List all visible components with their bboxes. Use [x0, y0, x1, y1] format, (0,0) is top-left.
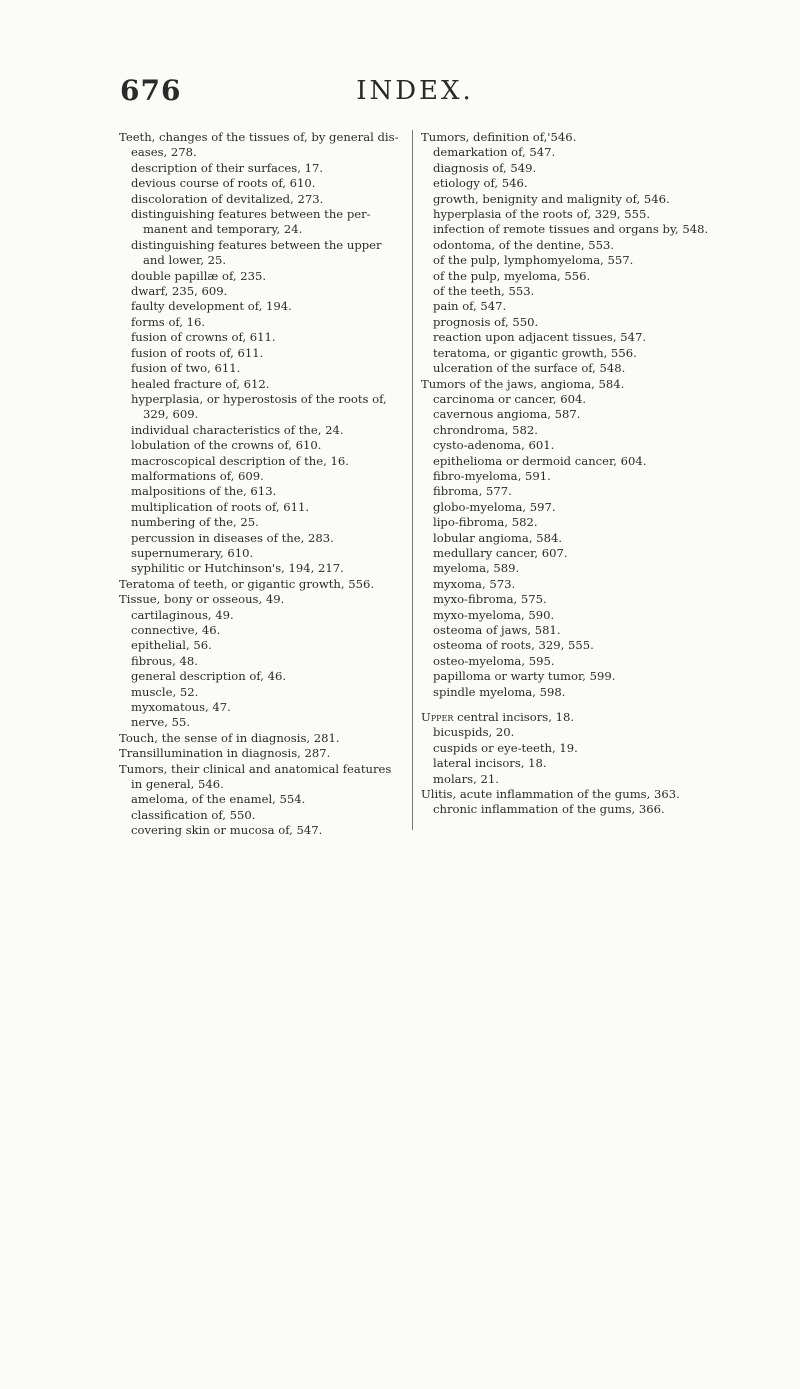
index-subentry: growth, benignity and malignity of, 546.	[433, 191, 670, 206]
index-subentry: pain of, 547.	[433, 299, 507, 314]
index-subentry: osteoma of roots, 329, 555.	[433, 638, 594, 653]
index-subentry: nerve, 55.	[131, 715, 191, 730]
index-subentry: covering skin or mucosa of, 547.	[131, 823, 323, 838]
index-subentry: healed fracture of, 612.	[131, 376, 270, 391]
index-subentry: carcinoma or cancer, 604.	[433, 391, 587, 406]
index-subentry: connective, 46.	[131, 623, 221, 637]
index-entry-heading: Teratoma of teeth, or gigantic growth, 556.	[119, 576, 375, 591]
index-subentry: epithelial, 56.	[131, 638, 212, 653]
index-entry-heading: Tissue, bony or osseous, 49.	[119, 592, 285, 607]
index-subentry: ulceration of the surface of, 548.	[433, 361, 626, 376]
index-column-right	[421, 130, 717, 818]
page-number: 676	[120, 74, 182, 107]
index-subentry: myxomatous, 47.	[131, 700, 231, 715]
index-subentry: dwarf, 235, 609.	[131, 284, 228, 299]
index-subentry: osteoma of jaws, 581.	[433, 623, 561, 637]
index-subentry: hyperplasia, or hyperostosis of the roots of, 329, 609.	[131, 391, 387, 422]
index-subentry: of the teeth, 553.	[433, 284, 535, 299]
index-subentry: bicuspids, 20.	[433, 725, 515, 740]
index-subentry: percussion in diseases of the, 283.	[131, 530, 334, 545]
index-subentry: fibro-myeloma, 591.	[433, 468, 551, 483]
index-subentry: distinguishing features between the upper and lower, 25.	[131, 237, 382, 268]
index-entry-heading: Transillumination in diagnosis, 287.	[119, 746, 331, 761]
index-subentry: cavernous angioma, 587.	[433, 407, 581, 422]
index-subentry: infection of remote tissues and organs by, 548.	[433, 222, 709, 237]
index-gap	[421, 700, 717, 710]
index-subentry: odontoma, of the dentine, 553.	[433, 237, 615, 252]
index-subentry: fusion of roots of, 611.	[131, 345, 264, 360]
page-header: INDEX.	[356, 76, 474, 106]
index-subentry: epithelioma or dermoid cancer, 604.	[433, 453, 647, 468]
index-subentry: spindle myeloma, 598.	[433, 684, 566, 699]
index-subentry: myeloma, 589.	[433, 561, 520, 576]
index-subentry: papilloma or warty tumor, 599.	[433, 669, 616, 684]
index-subentry: cysto-adenoma, 601.	[433, 438, 555, 453]
index-subentry: diagnosis of, 549.	[433, 160, 537, 175]
index-subentry: faulty development of, 194.	[131, 299, 292, 314]
entry-text: central incisors, 18.	[453, 710, 575, 725]
index-subentry: myxo-fibroma, 575.	[433, 592, 547, 607]
index-subentry: muscle, 52.	[131, 684, 199, 699]
index-subentry: molars, 21.	[433, 771, 499, 786]
index-subentry: multiplication of roots of, 611.	[131, 499, 310, 514]
index-subentry: osteo-myeloma, 595.	[433, 653, 555, 668]
index-entry-heading: Tumors, definition of,'546.	[421, 130, 577, 144]
index-subentry: fibrous, 48.	[131, 653, 198, 668]
index-subentry: lateral incisors, 18.	[433, 756, 547, 771]
index-subentry: hyperplasia of the roots of, 329, 555.	[433, 207, 651, 222]
index-subentry: prognosis of, 550.	[433, 314, 539, 329]
index-subentry: classification of, 550.	[131, 807, 256, 822]
index-subentry: lobulation of the crowns of, 610.	[131, 438, 322, 453]
index-subentry: fusion of two, 611.	[131, 361, 241, 376]
index-subentry: myxo-myeloma, 590.	[433, 607, 555, 622]
index-subentry: general description of, 46.	[131, 669, 287, 684]
index-subentry: syphilitic or Hutchinson's, 194, 217.	[131, 561, 344, 576]
index-subentry: myxoma, 573.	[433, 576, 516, 591]
index-subentry: discoloration of devitalized, 273.	[131, 191, 324, 206]
index-subentry: malformations of, 609.	[131, 468, 264, 483]
index-subentry: double papillæ of, 235.	[131, 268, 267, 283]
index-subentry: reaction upon adjacent tissues, 547.	[433, 330, 647, 345]
index-entry-heading: Tumors, their clinical and anatomical features in general, 546.	[119, 761, 392, 792]
index-entry-heading: Tumors of the jaws, angioma, 584.	[421, 376, 625, 391]
index-entry-heading: Teeth, changes of the tissues of, by general dis-eases, 278.	[119, 130, 399, 160]
index-subentry: fibroma, 577.	[433, 484, 512, 499]
index-subentry: of the pulp, lymphomyeloma, 557.	[433, 253, 634, 268]
index-subentry: ameloma, of the enamel, 554.	[131, 792, 306, 807]
index-column-left	[119, 130, 403, 839]
index-subentry: chrondroma, 582.	[433, 422, 538, 437]
index-subentry: globo-myeloma, 597.	[433, 499, 556, 514]
index-subentry: numbering of the, 25.	[131, 515, 259, 530]
index-subentry: macroscopical description of the, 16.	[131, 453, 349, 468]
index-subentry: individual characteristics of the, 24.	[131, 422, 344, 437]
index-subentry: fusion of crowns of, 611.	[131, 330, 276, 345]
index-subentry: etiology of, 546.	[433, 176, 528, 191]
index-subentry: malpositions of the, 613.	[131, 484, 277, 499]
index-subentry: lobular angioma, 584.	[433, 530, 563, 545]
index-subentry: distinguishing features between the per-manent and temporary, 24.	[131, 207, 371, 237]
index-subentry: of the pulp, myeloma, 556.	[433, 268, 591, 283]
index-subentry: cartilaginous, 49.	[131, 607, 234, 622]
small-caps-term: Upper	[421, 710, 454, 725]
index-entry-heading	[421, 710, 717, 725]
index-subentry: chronic inflammation of the gums, 366.	[433, 802, 665, 817]
index-entry-heading: Touch, the sense of in diagnosis, 281.	[119, 730, 340, 745]
index-subentry: forms of, 16.	[131, 314, 206, 329]
index-subentry: lipo-fibroma, 582.	[433, 515, 538, 530]
index-subentry: medullary cancer, 607.	[433, 545, 568, 560]
index-subentry: supernumerary, 610.	[131, 545, 254, 560]
column-divider	[412, 130, 413, 830]
index-subentry: demarkation of, 547.	[433, 145, 556, 160]
index-subentry: teratoma, or gigantic growth, 556.	[433, 345, 637, 360]
index-entry-heading: Ulitis, acute inflammation of the gums, 363.	[421, 787, 680, 802]
index-subentry: description of their surfaces, 17.	[131, 160, 324, 175]
index-subentry: cuspids or eye-teeth, 19.	[433, 740, 578, 755]
index-subentry: devious course of roots of, 610.	[131, 176, 316, 191]
